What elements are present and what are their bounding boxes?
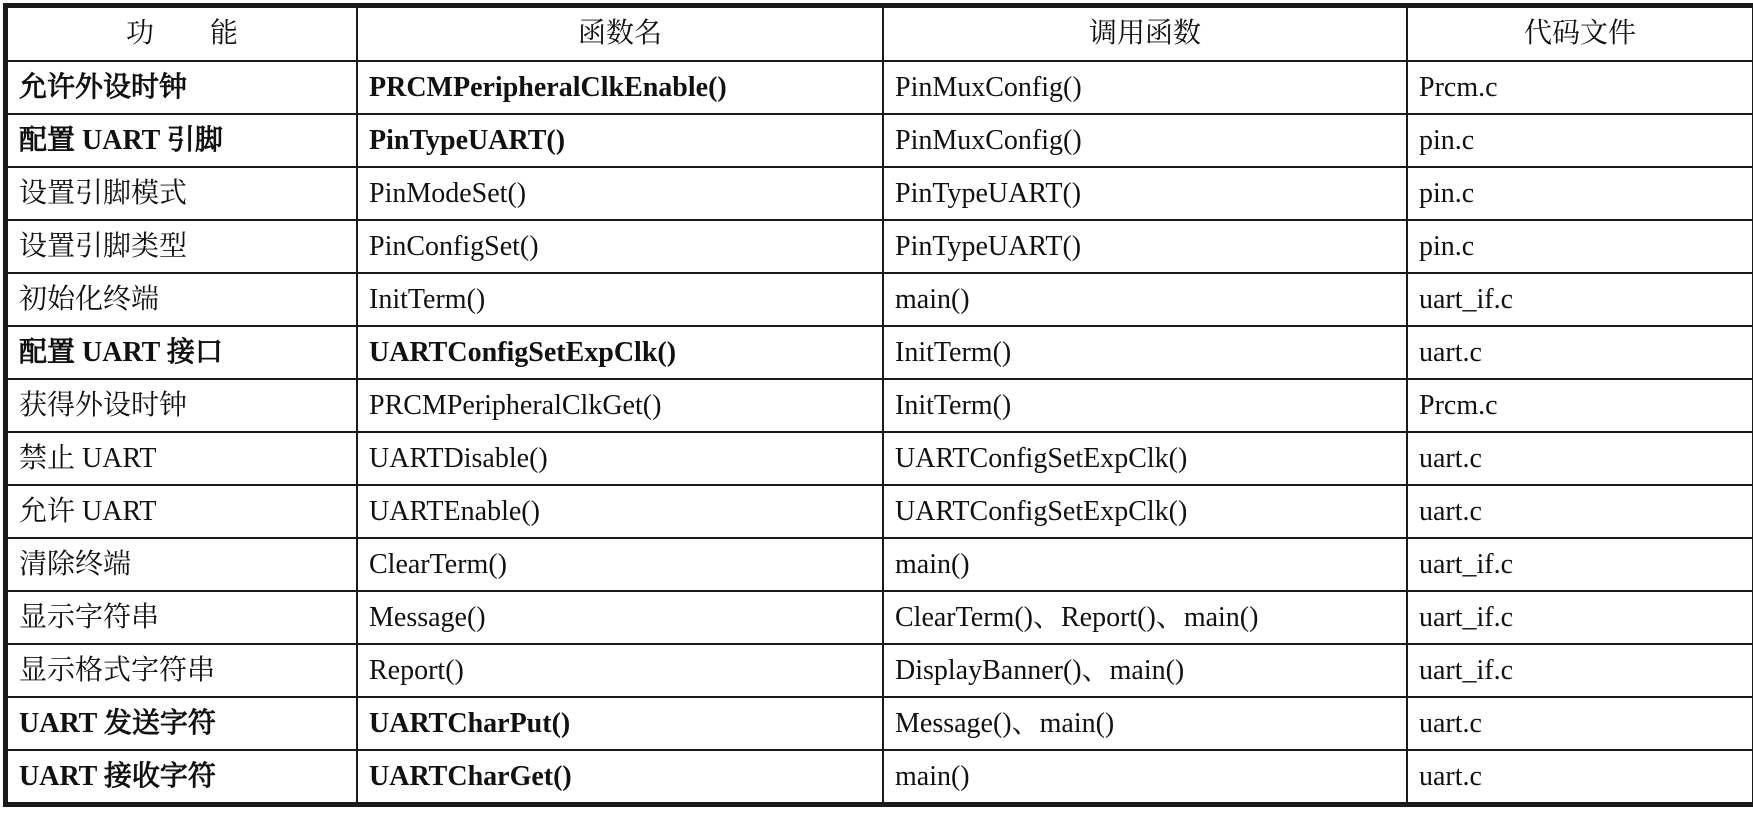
caller-cell: PinMuxConfig() (883, 61, 1407, 114)
function-name-cell: PinModeSet() (357, 167, 883, 220)
function-cell: 配置 UART 接口 (7, 326, 357, 379)
source-file-cell: uart_if.c (1407, 644, 1753, 697)
source-file-cell: uart.c (1407, 485, 1753, 538)
caller-cell: InitTerm() (883, 379, 1407, 432)
function-table (6, 6, 1753, 804)
function-name-cell: UARTCharPut() (357, 697, 883, 750)
table-container (3, 3, 1753, 812)
function-cell: 允许 UART (7, 485, 357, 538)
function-name-cell: Message() (357, 591, 883, 644)
function-cell: 显示字符串 (7, 591, 357, 644)
caller-cell: DisplayBanner()、main() (883, 644, 1407, 697)
source-file-cell: uart.c (1407, 750, 1753, 803)
caller-cell: PinTypeUART() (883, 167, 1407, 220)
source-file-cell: pin.c (1407, 167, 1753, 220)
function-cell: 获得外设时钟 (7, 379, 357, 432)
function-name-cell: PinTypeUART() (357, 114, 883, 167)
function-name-cell: PinConfigSet() (357, 220, 883, 273)
caller-cell: main() (883, 273, 1407, 326)
source-file-cell: uart.c (1407, 697, 1753, 750)
source-file-cell: uart_if.c (1407, 591, 1753, 644)
table-row (7, 591, 1753, 644)
table-row (7, 326, 1753, 379)
table-row (7, 167, 1753, 220)
source-file-cell: pin.c (1407, 114, 1753, 167)
function-cell: 清除终端 (7, 538, 357, 591)
source-file-cell: uart.c (1407, 326, 1753, 379)
header-function-name: 函数名 (357, 7, 883, 61)
function-name-cell: Report() (357, 644, 883, 697)
function-name-cell: PRCMPeripheralClkGet() (357, 379, 883, 432)
function-name-cell: ClearTerm() (357, 538, 883, 591)
source-file-cell: Prcm.c (1407, 61, 1753, 114)
header-row (7, 7, 1753, 61)
function-cell: 显示格式字符串 (7, 644, 357, 697)
header-caller: 调用函数 (883, 7, 1407, 61)
table-row (7, 538, 1753, 591)
caller-cell: ClearTerm()、Report()、main() (883, 591, 1407, 644)
caller-cell: UARTConfigSetExpClk() (883, 432, 1407, 485)
function-cell: UART 接收字符 (7, 750, 357, 803)
function-name-cell: UARTConfigSetExpClk() (357, 326, 883, 379)
caller-cell: PinTypeUART() (883, 220, 1407, 273)
caller-cell: InitTerm() (883, 326, 1407, 379)
function-name-cell: UARTCharGet() (357, 750, 883, 803)
caller-cell: main() (883, 538, 1407, 591)
caller-cell: UARTConfigSetExpClk() (883, 485, 1407, 538)
function-name-cell: UARTDisable() (357, 432, 883, 485)
source-file-cell: uart.c (1407, 432, 1753, 485)
header-source-file: 代码文件 (1407, 7, 1753, 61)
function-name-cell: PRCMPeripheralClkEnable() (357, 61, 883, 114)
source-file-cell: uart_if.c (1407, 273, 1753, 326)
table-row (7, 273, 1753, 326)
caller-cell: PinMuxConfig() (883, 114, 1407, 167)
function-cell: UART 发送字符 (7, 697, 357, 750)
table-row (7, 697, 1753, 750)
source-file-cell: Prcm.c (1407, 379, 1753, 432)
caller-cell: main() (883, 750, 1407, 803)
table-row (7, 61, 1753, 114)
table-row (7, 750, 1753, 803)
caller-cell: Message()、main() (883, 697, 1407, 750)
function-cell: 设置引脚模式 (7, 167, 357, 220)
function-cell: 配置 UART 引脚 (7, 114, 357, 167)
source-file-cell: pin.c (1407, 220, 1753, 273)
header-function: 功 能 (7, 7, 357, 61)
function-name-cell: UARTEnable() (357, 485, 883, 538)
table-frame (3, 3, 1753, 807)
table-row (7, 220, 1753, 273)
table-row (7, 114, 1753, 167)
function-cell: 初始化终端 (7, 273, 357, 326)
table-row (7, 379, 1753, 432)
function-cell: 设置引脚类型 (7, 220, 357, 273)
source-file-cell: uart_if.c (1407, 538, 1753, 591)
function-cell: 禁止 UART (7, 432, 357, 485)
function-name-cell: InitTerm() (357, 273, 883, 326)
function-cell: 允许外设时钟 (7, 61, 357, 114)
table-row (7, 485, 1753, 538)
table-row (7, 432, 1753, 485)
table-row (7, 644, 1753, 697)
